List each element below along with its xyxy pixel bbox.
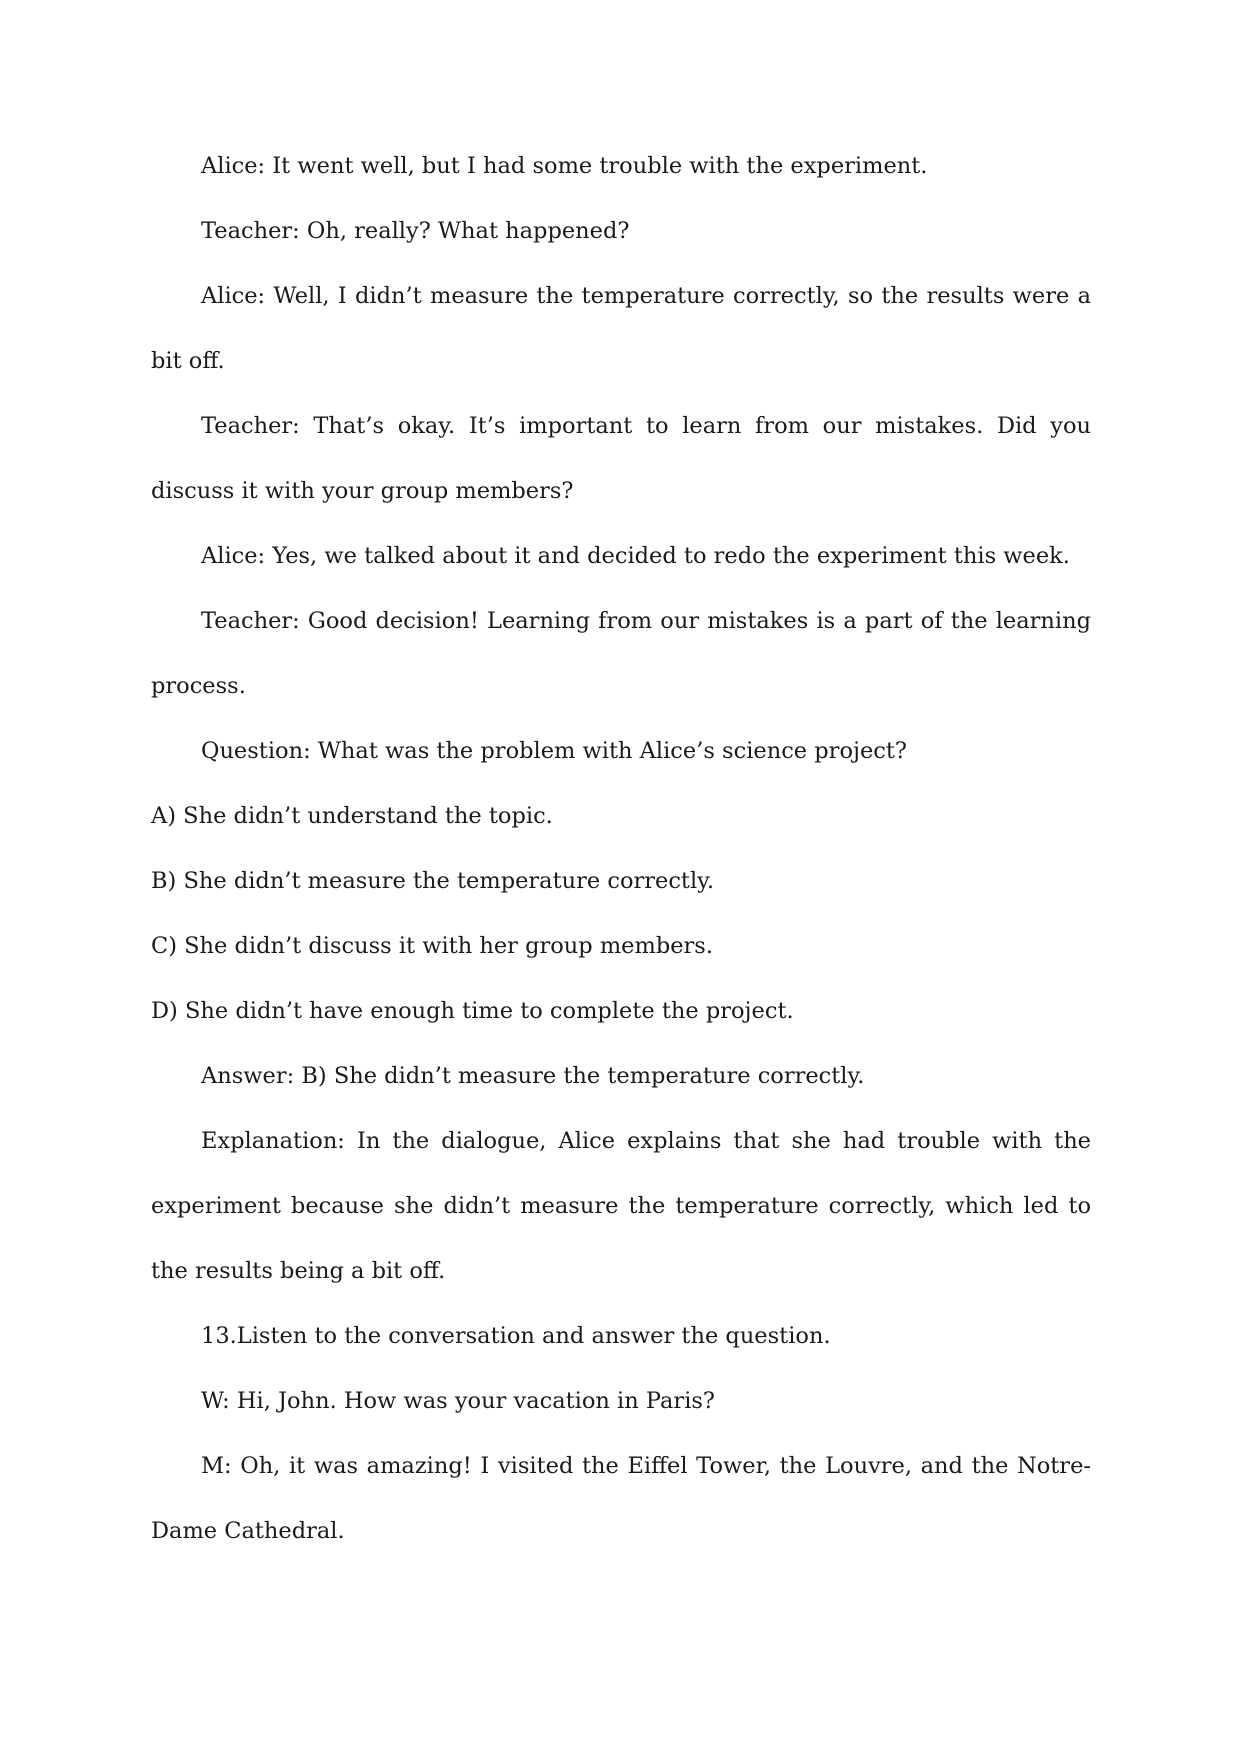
- document-body: [151, 134, 1091, 1564]
- dialogue-line-m: M: Oh, it was amazing! I visited the Eiffel Tower, the Louvre, and the Notre-Dame Cathedral.: [151, 1453, 1091, 1544]
- dialogue-line-alice-3: Alice: Yes, we talked about it and decided to redo the experiment this week.: [201, 543, 1070, 569]
- explanation-text: Explanation: In the dialogue, Alice explains that she had trouble with the experiment because she didn’t measure the temperature correctly, which led to the results being a bit off.: [151, 1128, 1091, 1284]
- dialogue-line-w: W: Hi, John. How was your vacation in Paris?: [201, 1388, 715, 1414]
- question-13-prompt: 13.Listen to the conversation and answer the question.: [201, 1323, 831, 1349]
- option-d: D) She didn’t have enough time to complete the project.: [151, 998, 794, 1024]
- dialogue-line-alice-2: Alice: Well, I didn’t measure the temperature correctly, so the results were a bit off.: [151, 283, 1091, 374]
- dialogue-line-teacher-2: Teacher: That’s okay. It’s important to learn from our mistakes. Did you discuss it with your group members?: [151, 413, 1091, 504]
- option-a: A) She didn’t understand the topic.: [151, 803, 553, 829]
- dialogue-line-teacher-1: Teacher: Oh, really? What happened?: [201, 218, 630, 244]
- question-text: Question: What was the problem with Alice’s science project?: [201, 738, 907, 764]
- dialogue-line-teacher-3: Teacher: Good decision! Learning from our mistakes is a part of the learning process.: [151, 608, 1091, 699]
- answer-text: Answer: B) She didn’t measure the temperature correctly.: [201, 1063, 865, 1089]
- dialogue-line-alice-1: Alice: It went well, but I had some trouble with the experiment.: [201, 153, 928, 179]
- option-b: B) She didn’t measure the temperature correctly.: [151, 868, 715, 894]
- option-c: C) She didn’t discuss it with her group members.: [151, 933, 713, 959]
